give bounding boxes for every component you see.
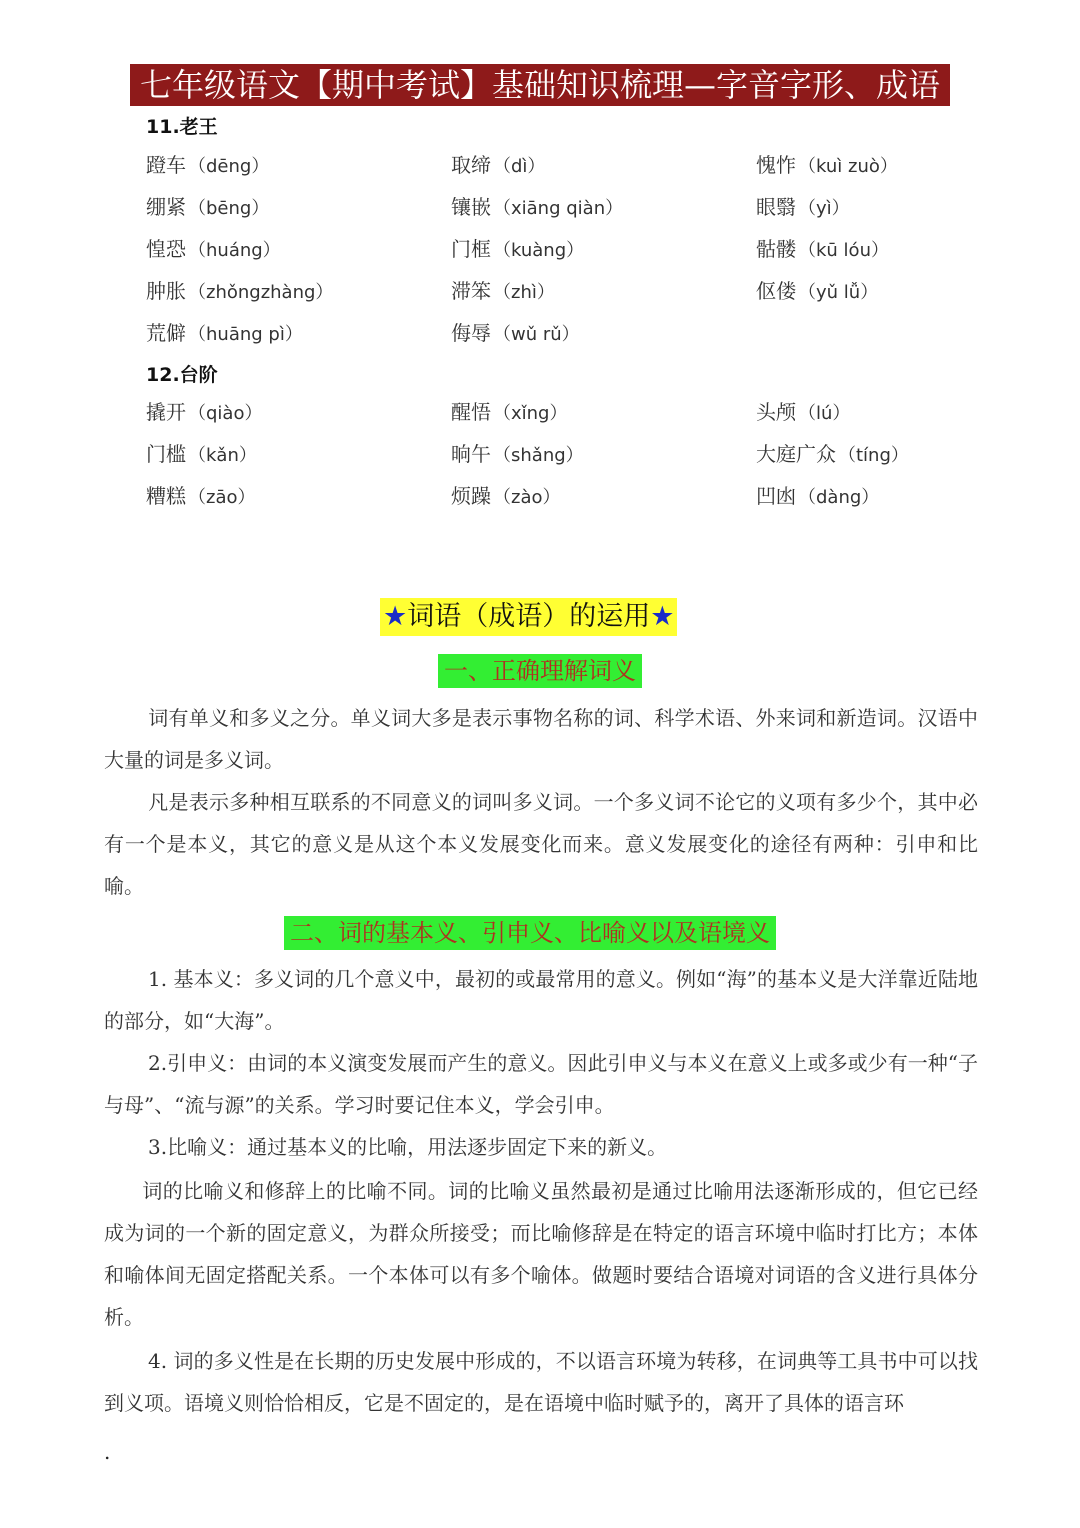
vocab-item xyxy=(451,391,568,435)
vocab-pinyin: （kǎn） xyxy=(188,445,257,466)
vocab-item xyxy=(451,475,561,519)
part1-paragraph-text: 词有单义和多义之分。单义词大多是表示事物名称的词、科学术语、外来词和新造词。汉语中大量的词是多义词。 xyxy=(104,706,978,772)
vocab-row xyxy=(146,391,1006,433)
part2-paragraph-text: 词的比喻义和修辞上的比喻不同。词的比喻义虽然最初是通过比喻用法逐渐形成的，但它已经成为词的一个新的固定意义，为群众所接受；而比喻修辞是在特定的语言环境中临时打比方；本体和喻体间无固定搭配关系。一个本体可以有多个喻体。做题时要结合语境对词语的含义进行具体分析。 xyxy=(104,1179,978,1329)
vocab-item xyxy=(146,391,262,435)
vocab-word: 滞笨 xyxy=(451,279,491,303)
vocab-row xyxy=(146,475,1006,517)
vocab-pinyin: （yǔ lǚ） xyxy=(798,282,879,303)
vocab-item xyxy=(756,391,850,435)
vocab-item xyxy=(146,270,333,314)
trailing-mark: . xyxy=(104,1440,111,1464)
part2-paragraph xyxy=(104,1042,978,1126)
vocab-item xyxy=(146,228,281,272)
vocab-pinyin: （tíng） xyxy=(838,445,909,466)
part1-paragraph-text: 凡是表示多种相互联系的不同意义的词叫多义词。一个多义词不论它的义项有多少个，其中必有一个是本义，其它的意义是从这个本义发展变化而来。意义发展变化的途径有两种：引申和比喻。 xyxy=(104,790,978,898)
vocab-row xyxy=(146,433,1006,475)
vocab-word: 门框 xyxy=(451,237,491,261)
part2-paragraph-text: 1. 基本义：多义词的几个意义中，最初的或最常用的意义。例如“海”的基本义是大洋靠近陆地的部分，如“大海”。 xyxy=(104,967,978,1033)
vocab-item xyxy=(756,144,898,188)
vocab-pinyin: （zhì） xyxy=(493,282,555,303)
vocab-pinyin: （dì） xyxy=(493,156,546,177)
vocab-pinyin: （zāo） xyxy=(188,487,256,508)
section-11-heading: 11.老王 xyxy=(146,116,218,138)
vocab-item xyxy=(146,144,269,188)
part2-paragraph xyxy=(104,1126,978,1168)
vocab-word: 镶嵌 xyxy=(451,195,491,219)
vocab-item xyxy=(451,433,584,477)
part2-paragraph xyxy=(104,958,978,1042)
section-11-grid xyxy=(146,144,1006,354)
vocab-item xyxy=(756,270,878,314)
vocab-pinyin: （kuàng） xyxy=(493,240,585,261)
vocab-word: 门槛 xyxy=(146,442,186,466)
vocab-row xyxy=(146,228,1006,270)
vocab-pinyin: （lú） xyxy=(798,403,851,424)
vocab-pinyin: （kū lóu） xyxy=(798,240,889,261)
vocab-row xyxy=(146,186,1006,228)
star-icon-right: ★ xyxy=(650,601,675,632)
part2-paragraph xyxy=(104,1170,978,1338)
usage-heading-text: 词语（成语）的运用 xyxy=(407,601,651,632)
vocab-word: 大庭广众 xyxy=(756,442,836,466)
vocab-item xyxy=(451,228,584,272)
vocab-word: 蹬车 xyxy=(146,153,186,177)
vocab-pinyin: （xiāng qiàn） xyxy=(493,198,624,219)
part1-heading: 一、正确理解词义 xyxy=(438,654,642,688)
star-icon-left: ★ xyxy=(383,601,408,632)
vocab-word: 骷髅 xyxy=(756,237,796,261)
vocab-word: 醒悟 xyxy=(451,400,491,424)
vocab-item xyxy=(756,475,879,519)
vocab-pinyin: （bēng） xyxy=(188,198,270,219)
vocab-pinyin: （yì） xyxy=(798,198,850,219)
part2-heading: 二、词的基本义、引申义、比喻义以及语境义 xyxy=(284,916,776,950)
part2-paragraph-text: 4. 词的多义性是在长期的历史发展中形成的，不以语言环境为转移，在词典等工具书中可以找到义项。语境义则恰恰相反，它是不固定的，是在语境中临时赋予的，离开了具体的语言环 xyxy=(104,1349,978,1415)
vocab-word: 糟糕 xyxy=(146,484,186,508)
part2-paragraph xyxy=(104,1340,978,1424)
part2-paragraph-text: 2.引申义：由词的本义演变发展而产生的意义。因此引申义与本义在意义上或多或少有一种“子与母”、“流与源”的关系。学习时要记住本义，学会引申。 xyxy=(104,1051,978,1117)
vocab-pinyin: （kuì zuò） xyxy=(798,156,898,177)
part1-paragraph xyxy=(104,697,978,781)
vocab-item xyxy=(146,312,303,356)
vocab-word: 荒僻 xyxy=(146,321,186,345)
vocab-pinyin: （zhǒngzhàng） xyxy=(188,282,334,303)
section-12-grid xyxy=(146,391,1006,517)
part2-paragraph-text: 3.比喻义：通过基本义的比喻，用法逐步固定下来的新义。 xyxy=(148,1135,668,1159)
vocab-pinyin: （qiào） xyxy=(188,403,263,424)
vocab-word: 惶恐 xyxy=(146,237,186,261)
vocab-word: 侮辱 xyxy=(451,321,491,345)
vocab-pinyin: （shǎng） xyxy=(493,445,584,466)
vocab-pinyin: （huáng） xyxy=(188,240,281,261)
vocab-item xyxy=(756,312,758,356)
vocab-item xyxy=(756,433,909,477)
vocab-word: 愧怍 xyxy=(756,153,796,177)
page-title: 七年级语文【期中考试】基础知识梳理—字音字形、成语 xyxy=(130,64,950,106)
vocab-item xyxy=(146,186,269,230)
vocab-pinyin: （huāng pì） xyxy=(188,324,303,345)
vocab-item xyxy=(451,144,545,188)
usage-heading xyxy=(380,598,677,636)
vocab-pinyin: （dàng） xyxy=(798,487,880,508)
vocab-word: 肿胀 xyxy=(146,279,186,303)
vocab-word: 伛偻 xyxy=(756,279,796,303)
vocab-word: 烦躁 xyxy=(451,484,491,508)
part1-paragraph xyxy=(104,781,978,907)
vocab-word: 撬开 xyxy=(146,400,186,424)
vocab-item xyxy=(451,312,580,356)
vocab-word: 晌午 xyxy=(451,442,491,466)
vocab-word: 取缔 xyxy=(451,153,491,177)
vocab-word: 凹凼 xyxy=(756,484,796,508)
vocab-word: 绷紧 xyxy=(146,195,186,219)
vocab-item xyxy=(451,186,623,230)
vocab-pinyin: （xǐng） xyxy=(493,403,568,424)
vocab-row xyxy=(146,312,1006,354)
vocab-pinyin: （wǔ rǔ） xyxy=(493,324,580,345)
vocab-row xyxy=(146,144,1006,186)
vocab-item xyxy=(756,228,889,272)
vocab-word: 眼翳 xyxy=(756,195,796,219)
vocab-item xyxy=(146,475,256,519)
vocab-item xyxy=(756,186,850,230)
vocab-word: 头颅 xyxy=(756,400,796,424)
section-12-heading: 12.台阶 xyxy=(146,364,218,386)
vocab-item xyxy=(146,433,257,477)
vocab-pinyin: （zào） xyxy=(493,487,561,508)
vocab-item xyxy=(451,270,555,314)
vocab-pinyin: （dēng） xyxy=(188,156,270,177)
vocab-row xyxy=(146,270,1006,312)
